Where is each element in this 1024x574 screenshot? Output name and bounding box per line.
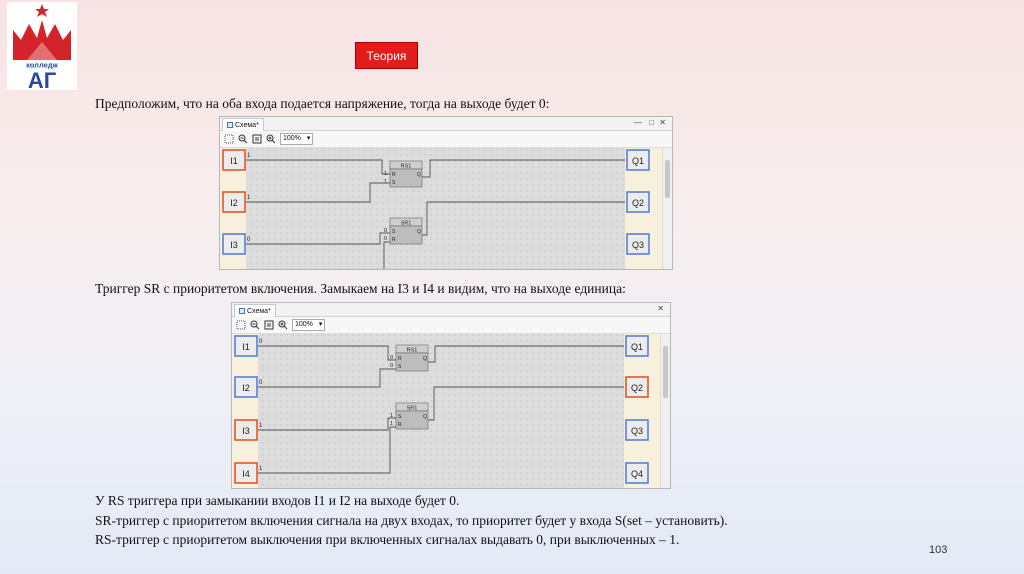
pin-value: 0 (384, 236, 388, 242)
scroll-thumb[interactable] (663, 346, 668, 398)
block-pin-s: S (398, 414, 402, 420)
output-label: Q3 (630, 426, 644, 436)
logo-brand: АГ (27, 68, 57, 90)
pin-value: 0 (390, 363, 394, 369)
input-label: I4 (242, 469, 250, 479)
toolbar (232, 317, 670, 334)
schema-icon (227, 122, 233, 128)
paragraph-2: Триггер SR с приоритетом включения. Замыкаем на I3 и I4 и видим, что на выходе единица: (95, 281, 626, 296)
bottom-line-3: RS-триггер с приоритетом выключения при включенных сигналах выдавать 0, при выключенных – 1. (95, 532, 680, 547)
block-output-pin: Q (423, 414, 427, 420)
scroll-thumb[interactable] (665, 160, 670, 198)
zoom-select[interactable] (292, 319, 325, 331)
window-titlebar (220, 117, 672, 131)
close-icon[interactable]: ✕ (657, 304, 664, 313)
pin-value: 1 (390, 421, 394, 427)
input-label: I3 (242, 426, 250, 436)
chevron-down-icon: ▾ (318, 321, 323, 328)
vertical-scrollbar[interactable] (662, 148, 672, 269)
block-output-pin: Q (417, 172, 421, 178)
grid-dots (258, 334, 624, 488)
output-label: Q1 (630, 342, 644, 352)
bottom-text (95, 491, 728, 550)
pin-value: 1 (390, 413, 394, 419)
zoom-out-icon[interactable] (238, 134, 248, 144)
zoom-value: 100% (295, 321, 313, 328)
chevron-down-icon: ▾ (306, 135, 311, 142)
zoom-value: 100% (283, 135, 301, 142)
schema-window-2 (231, 302, 671, 489)
block-pin-s: S (392, 229, 396, 235)
block-pin-r: R (398, 356, 402, 362)
input-label: I3 (230, 240, 238, 250)
minimize-icon[interactable]: — (634, 118, 642, 127)
input-value: 0 (259, 339, 263, 345)
block-name: SR1 (406, 405, 418, 412)
input-label: I1 (242, 342, 250, 352)
paragraph-1: Предположим, что на оба входа подается напряжение, тогда на выходе будет 0: (95, 96, 550, 111)
toolbar (220, 131, 672, 148)
block-name: RS1 (400, 163, 412, 170)
grid-icon[interactable] (224, 134, 234, 144)
grid-dots (246, 148, 625, 269)
input-label: I2 (230, 198, 238, 208)
output-label: Q2 (630, 383, 644, 393)
zoom-select[interactable] (280, 133, 313, 145)
page-number: 103 (929, 544, 948, 556)
fit-icon[interactable] (252, 134, 262, 144)
schema-canvas[interactable] (220, 148, 663, 269)
theory-button[interactable]: Теория (355, 42, 418, 69)
grid-icon[interactable] (236, 320, 246, 330)
output-label: Q1 (631, 156, 645, 166)
vertical-scrollbar[interactable] (660, 334, 670, 488)
window-titlebar (232, 303, 670, 317)
output-label: Q4 (630, 469, 644, 479)
tab-schema[interactable] (234, 304, 276, 317)
input-value: 1 (259, 466, 263, 472)
block-output-pin: Q (417, 229, 421, 235)
block-name: SR1 (400, 220, 412, 227)
schema-canvas[interactable] (232, 334, 661, 488)
logo-text: колледж (26, 60, 58, 70)
block-pin-s: S (392, 180, 396, 186)
input-label: I2 (242, 383, 250, 393)
fit-icon[interactable] (264, 320, 274, 330)
input-value: 1 (247, 195, 251, 201)
close-icon[interactable]: ✕ (659, 118, 666, 127)
block-pin-r: R (392, 237, 396, 243)
pin-value: 1 (384, 179, 388, 185)
block-pin-r: R (398, 422, 402, 428)
input-value: 1 (259, 423, 263, 429)
block-pin-r: R (392, 172, 396, 178)
input-value: 1 (247, 153, 251, 159)
college-logo (7, 2, 77, 90)
pin-value: 0 (384, 228, 388, 234)
tab-label: Схема* (235, 121, 259, 129)
block-output-pin: Q (423, 356, 427, 362)
output-label: Q3 (631, 240, 645, 250)
bottom-line-2: SR-триггер с приоритетом включения сигнала на двух входах, то приоритет будет у входа S(set – установить). (95, 512, 728, 528)
maximize-icon[interactable]: □ (649, 118, 654, 127)
input-value: 0 (247, 237, 251, 243)
pin-value: 1 (384, 171, 388, 177)
output-label: Q2 (631, 198, 645, 208)
pin-value: 0 (390, 355, 394, 361)
block-pin-s: S (398, 364, 402, 370)
schema-icon (239, 308, 245, 314)
tab-schema[interactable] (222, 118, 264, 131)
bottom-line-1: У RS триггера при замыкании входов I1 и I2 на выходе будет 0. (95, 493, 460, 508)
input-label: I1 (230, 156, 238, 166)
tab-label: Схема* (247, 307, 271, 315)
zoom-in-icon[interactable] (278, 320, 288, 330)
schema-window-1 (219, 116, 673, 270)
zoom-out-icon[interactable] (250, 320, 260, 330)
zoom-in-icon[interactable] (266, 134, 276, 144)
input-value: 0 (259, 380, 263, 386)
block-name: RS1 (406, 347, 418, 354)
